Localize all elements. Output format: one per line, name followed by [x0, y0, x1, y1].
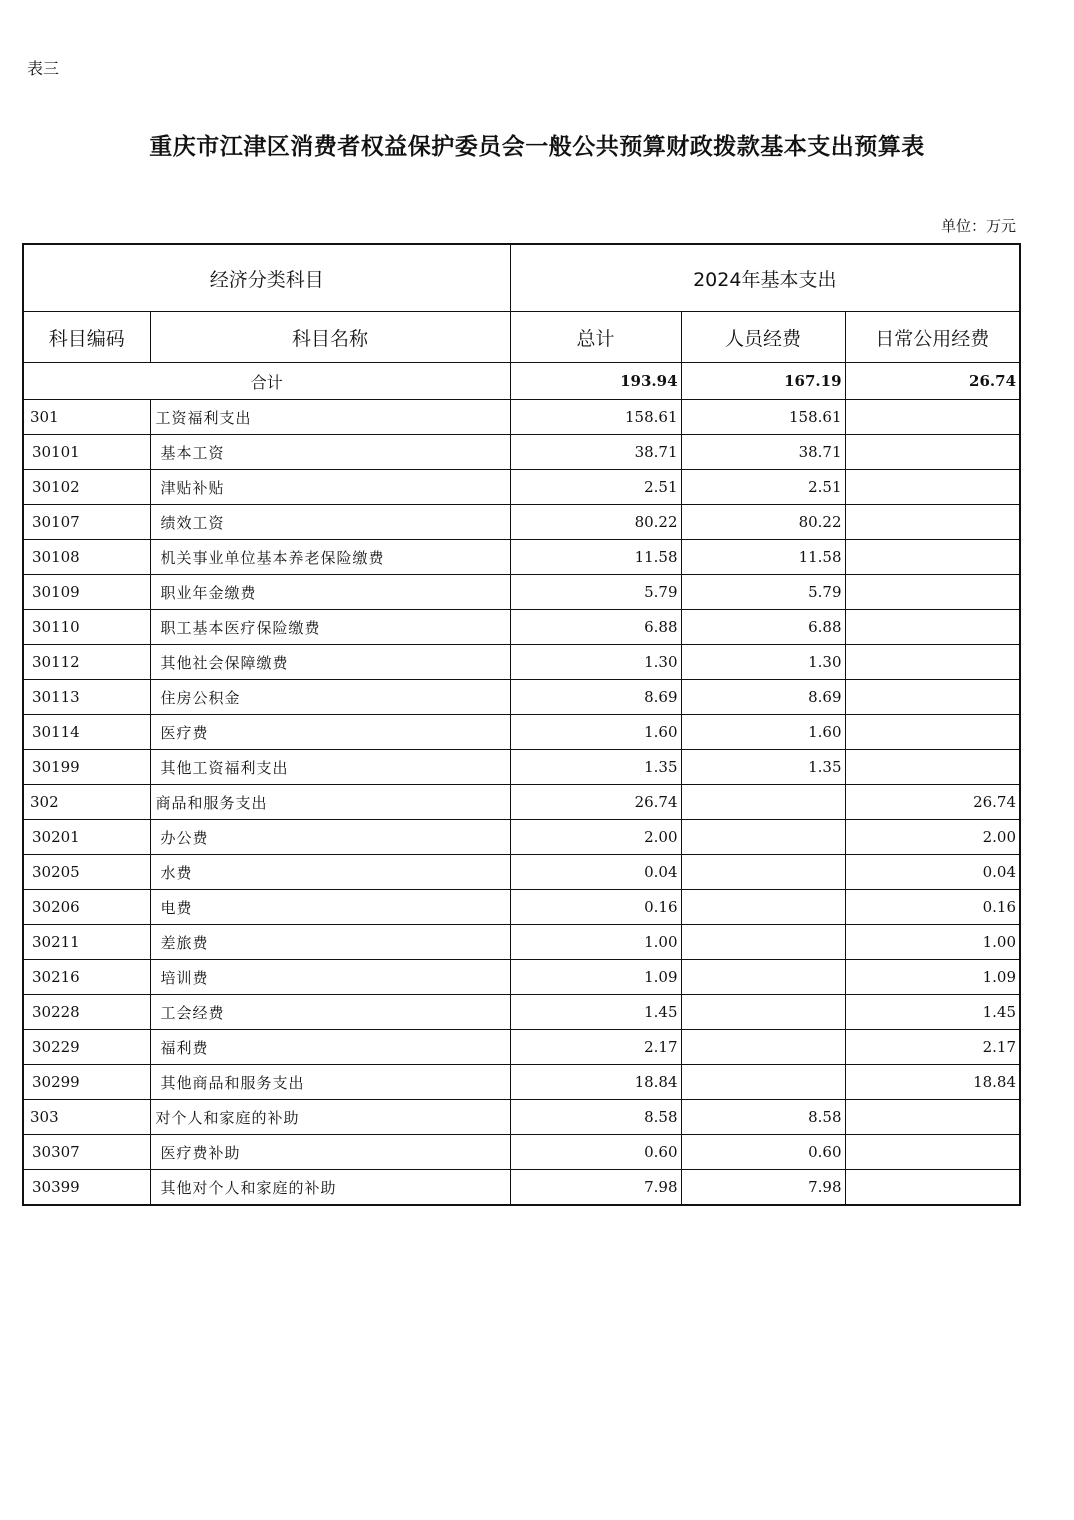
- row-public: [845, 470, 1020, 505]
- row-personnel: 2.51: [681, 470, 845, 505]
- row-total: 26.74: [510, 785, 681, 820]
- header-public: 日常公用经费: [845, 312, 1020, 363]
- row-public: 2.17: [845, 1030, 1020, 1065]
- row-personnel: [681, 995, 845, 1030]
- row-name: 绩效工资: [150, 505, 510, 540]
- row-code: 30228: [23, 995, 150, 1030]
- row-public: 26.74: [845, 785, 1020, 820]
- row-public: [845, 715, 1020, 750]
- row-public: 18.84: [845, 1065, 1020, 1100]
- row-name: 电费: [150, 890, 510, 925]
- row-code: 30112: [23, 645, 150, 680]
- table-row: [23, 575, 1020, 610]
- row-code: 30206: [23, 890, 150, 925]
- row-personnel: 38.71: [681, 435, 845, 470]
- row-total: 80.22: [510, 505, 681, 540]
- row-code: 30216: [23, 960, 150, 995]
- row-personnel: 8.58: [681, 1100, 845, 1135]
- row-name: 其他商品和服务支出: [150, 1065, 510, 1100]
- row-public: [845, 750, 1020, 785]
- table-row: [23, 715, 1020, 750]
- row-name: 办公费: [150, 820, 510, 855]
- row-code: 30229: [23, 1030, 150, 1065]
- row-public: [845, 1170, 1020, 1206]
- row-name: 商品和服务支出: [150, 785, 510, 820]
- row-code: 30205: [23, 855, 150, 890]
- row-total: 11.58: [510, 540, 681, 575]
- row-name: 职工基本医疗保险缴费: [150, 610, 510, 645]
- row-total: 0.16: [510, 890, 681, 925]
- row-name: 对个人和家庭的补助: [150, 1100, 510, 1135]
- row-code: 30107: [23, 505, 150, 540]
- table-row: [23, 960, 1020, 995]
- row-public: [845, 645, 1020, 680]
- row-personnel: 7.98: [681, 1170, 845, 1206]
- row-personnel: 80.22: [681, 505, 845, 540]
- row-total: 1.30: [510, 645, 681, 680]
- row-total: 1.00: [510, 925, 681, 960]
- row-personnel: 0.60: [681, 1135, 845, 1170]
- row-name: 医疗费: [150, 715, 510, 750]
- row-code: 30101: [23, 435, 150, 470]
- row-name: 医疗费补助: [150, 1135, 510, 1170]
- row-total: 158.61: [510, 400, 681, 435]
- row-personnel: 11.58: [681, 540, 845, 575]
- table-row: [23, 680, 1020, 715]
- row-total: 2.17: [510, 1030, 681, 1065]
- row-code: 30201: [23, 820, 150, 855]
- row-name: 其他工资福利支出: [150, 750, 510, 785]
- header-row-group: [23, 244, 1020, 312]
- budget-table: [22, 243, 1021, 1206]
- row-personnel: 1.30: [681, 645, 845, 680]
- row-name: 水费: [150, 855, 510, 890]
- row-public: [845, 575, 1020, 610]
- row-public: 2.00: [845, 820, 1020, 855]
- row-code: 30108: [23, 540, 150, 575]
- row-name: 津贴补贴: [150, 470, 510, 505]
- row-personnel: [681, 820, 845, 855]
- row-code: 30114: [23, 715, 150, 750]
- row-code: 30399: [23, 1170, 150, 1206]
- table-row: [23, 470, 1020, 505]
- header-total: 总计: [510, 312, 681, 363]
- row-personnel: [681, 855, 845, 890]
- row-total: 1.60: [510, 715, 681, 750]
- table-row: [23, 435, 1020, 470]
- row-personnel: [681, 1030, 845, 1065]
- row-public: 1.09: [845, 960, 1020, 995]
- row-name: 培训费: [150, 960, 510, 995]
- total-sum: 193.94: [510, 363, 681, 400]
- row-name: 其他对个人和家庭的补助: [150, 1170, 510, 1206]
- row-total: 0.04: [510, 855, 681, 890]
- table-row: [23, 610, 1020, 645]
- row-personnel: 6.88: [681, 610, 845, 645]
- table-row: [23, 645, 1020, 680]
- table-row: [23, 785, 1020, 820]
- row-total: 8.69: [510, 680, 681, 715]
- row-code: 30110: [23, 610, 150, 645]
- table-row: [23, 1030, 1020, 1065]
- total-label: 合计: [23, 363, 510, 400]
- row-code: 30102: [23, 470, 150, 505]
- row-total: 18.84: [510, 1065, 681, 1100]
- total-public: 26.74: [845, 363, 1020, 400]
- header-code: 科目编码: [23, 312, 150, 363]
- row-personnel: [681, 1065, 845, 1100]
- row-name: 基本工资: [150, 435, 510, 470]
- row-personnel: 158.61: [681, 400, 845, 435]
- row-code: 30109: [23, 575, 150, 610]
- row-personnel: 1.35: [681, 750, 845, 785]
- row-name: 差旅费: [150, 925, 510, 960]
- row-personnel: [681, 890, 845, 925]
- row-public: [845, 435, 1020, 470]
- row-personnel: [681, 785, 845, 820]
- header-row-columns: [23, 312, 1020, 363]
- row-total: 8.58: [510, 1100, 681, 1135]
- row-name: 职业年金缴费: [150, 575, 510, 610]
- table-row: [23, 925, 1020, 960]
- row-code: 30307: [23, 1135, 150, 1170]
- header-economic-classification: 经济分类科目: [23, 244, 510, 312]
- row-code: 30299: [23, 1065, 150, 1100]
- row-total: 7.98: [510, 1170, 681, 1206]
- header-basic-expenditure: 2024年基本支出: [510, 244, 1020, 312]
- row-name: 住房公积金: [150, 680, 510, 715]
- row-total: 38.71: [510, 435, 681, 470]
- page-title: 重庆市江津区消费者权益保护委员会一般公共预算财政拨款基本支出预算表: [149, 133, 925, 160]
- table-row: [23, 1135, 1020, 1170]
- row-public: [845, 680, 1020, 715]
- table-row: [23, 505, 1020, 540]
- row-code: 302: [23, 785, 150, 820]
- row-personnel: 8.69: [681, 680, 845, 715]
- row-code: 303: [23, 1100, 150, 1135]
- unit-label: 单位：万元: [940, 217, 1016, 235]
- row-total: 0.60: [510, 1135, 681, 1170]
- table-row: [23, 820, 1020, 855]
- row-code: 301: [23, 400, 150, 435]
- header-name: 科目名称: [150, 312, 510, 363]
- table-row: [23, 1065, 1020, 1100]
- row-total: 6.88: [510, 610, 681, 645]
- row-public: [845, 610, 1020, 645]
- row-total: 5.79: [510, 575, 681, 610]
- row-public: 1.00: [845, 925, 1020, 960]
- row-personnel: [681, 960, 845, 995]
- table-row: [23, 400, 1020, 435]
- row-personnel: [681, 925, 845, 960]
- document-label: 表三: [27, 59, 60, 78]
- row-public: 0.16: [845, 890, 1020, 925]
- table-row: [23, 995, 1020, 1030]
- table-row: [23, 540, 1020, 575]
- row-name: 工会经费: [150, 995, 510, 1030]
- row-public: [845, 1135, 1020, 1170]
- table-row: [23, 1100, 1020, 1135]
- table-row: [23, 855, 1020, 890]
- row-public: 0.04: [845, 855, 1020, 890]
- row-personnel: 1.60: [681, 715, 845, 750]
- row-total: 1.35: [510, 750, 681, 785]
- row-code: 30199: [23, 750, 150, 785]
- row-total: 1.45: [510, 995, 681, 1030]
- row-code: 30211: [23, 925, 150, 960]
- row-public: [845, 1100, 1020, 1135]
- total-row: [23, 363, 1020, 400]
- row-name: 机关事业单位基本养老保险缴费: [150, 540, 510, 575]
- row-personnel: 5.79: [681, 575, 845, 610]
- row-name: 其他社会保障缴费: [150, 645, 510, 680]
- table-row: [23, 750, 1020, 785]
- row-public: [845, 505, 1020, 540]
- row-total: 2.51: [510, 470, 681, 505]
- table-row: [23, 890, 1020, 925]
- row-public: [845, 540, 1020, 575]
- row-public: 1.45: [845, 995, 1020, 1030]
- row-code: 30113: [23, 680, 150, 715]
- row-total: 2.00: [510, 820, 681, 855]
- row-public: [845, 400, 1020, 435]
- table-row: [23, 1170, 1020, 1206]
- row-name: 工资福利支出: [150, 400, 510, 435]
- header-personnel: 人员经费: [681, 312, 845, 363]
- row-total: 1.09: [510, 960, 681, 995]
- total-personnel: 167.19: [681, 363, 845, 400]
- row-name: 福利费: [150, 1030, 510, 1065]
